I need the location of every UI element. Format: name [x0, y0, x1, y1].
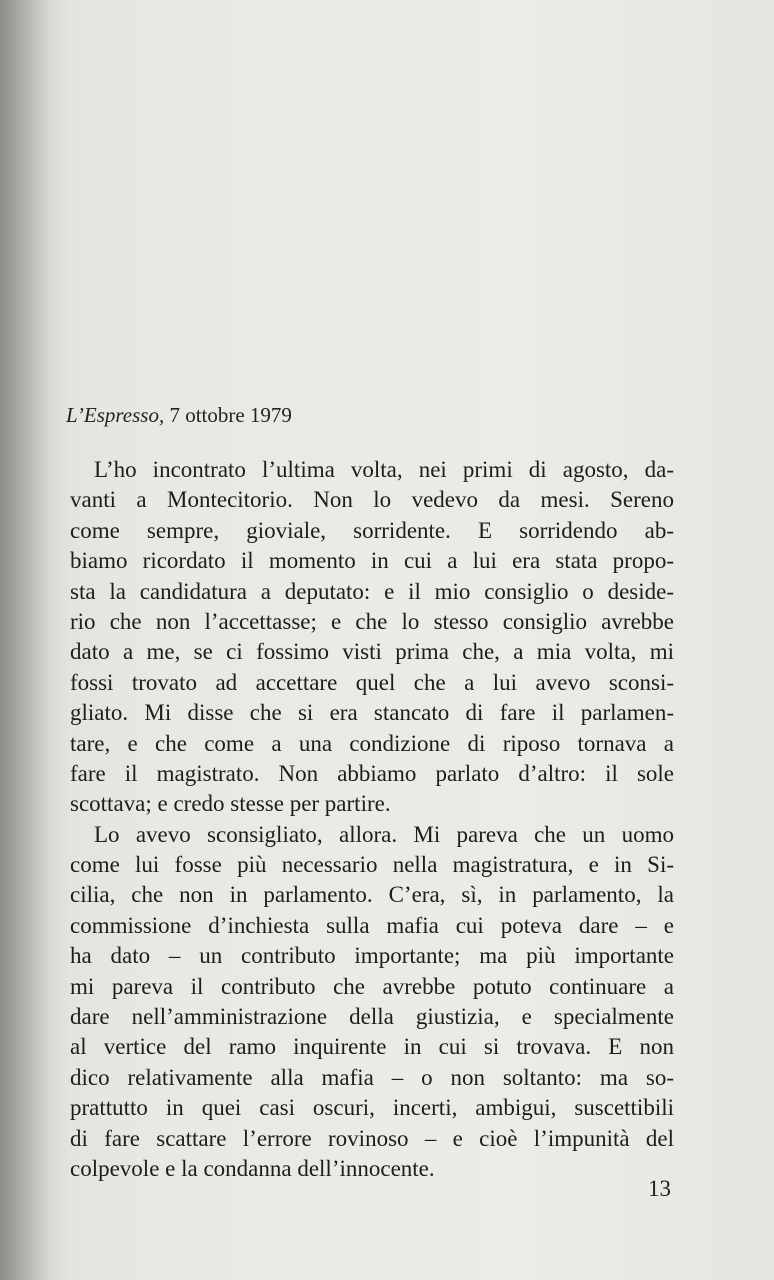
text-line: fare il magistrato. Non abbiamo parlato d’altro: il sole: [70, 760, 674, 786]
text-line: Lo avevo sconsigliato, allora. Mi pareva che un uomo: [94, 821, 674, 847]
text-line: dato a me, se ci fossimo visti prima che, a mia volta, mi: [70, 639, 674, 665]
paragraph-2: [70, 820, 674, 1185]
text-line: biamo ricordato il momento in cui a lui era stata propo-: [70, 548, 674, 574]
text-line: fossi trovato ad accettare quel che a lui avevo sconsi-: [70, 669, 674, 695]
text-line: al vertice del ramo inquirente in cui si trovava. E non: [70, 1034, 674, 1060]
text-line: L’ho incontrato l’ultima volta, nei primi di agosto, da-: [94, 457, 674, 482]
text-line: colpevole e la condanna dell’innocente.: [70, 1155, 435, 1181]
text-line: tare, e che come a una condizione di riposo tornava a: [70, 730, 674, 756]
spine-shadow: [0, 0, 50, 1280]
text-line: rio che non l’accettasse; e che lo stesso consiglio avrebbe: [70, 608, 674, 634]
text-line: mi pareva il contributo che avrebbe potuto continuare a: [70, 973, 674, 999]
text-line: sta la candidatura a deputato: e il mio consiglio o deside-: [70, 578, 674, 604]
text-line: vanti a Montecitorio. Non lo vedevo da mesi. Sereno: [70, 487, 674, 513]
page-number: 13: [648, 1176, 671, 1201]
text-line: dare nell’amministrazione della giustizia, e specialmente: [70, 1004, 674, 1030]
text-line: gliato. Mi disse che si era stancato di fare il parlamen-: [70, 700, 674, 726]
text-line: come sempre, gioviale, sorridente. E sorridendo ab-: [70, 517, 674, 543]
text-line: scottava; e credo stesse per partire.: [70, 791, 391, 817]
paragraph-1: [70, 455, 674, 820]
source-citation: [66, 403, 292, 428]
text-line: dico relativamente alla mafia – o non soltanto: ma so-: [70, 1064, 674, 1090]
body-text: [70, 455, 674, 1184]
text-line: cilia, che non in parlamento. C’era, sì, in parlamento, la: [70, 882, 674, 908]
text-line: di fare scattare l’errore rovinoso – e cioè l’impunità del: [70, 1125, 674, 1151]
source-date: 7 ottobre 1979: [164, 403, 292, 427]
text-line: ha dato – un contributo importante; ma più importante: [70, 943, 674, 969]
text-line: come lui fosse più necessario nella magistratura, e in Si-: [70, 852, 674, 878]
source-journal: L’Espresso,: [66, 403, 165, 427]
text-line: commissione d’inchiesta sulla mafia cui poteva dare – e: [70, 912, 674, 938]
text-line: prattutto in quei casi oscuri, incerti, ambigui, suscettibili: [70, 1095, 674, 1121]
